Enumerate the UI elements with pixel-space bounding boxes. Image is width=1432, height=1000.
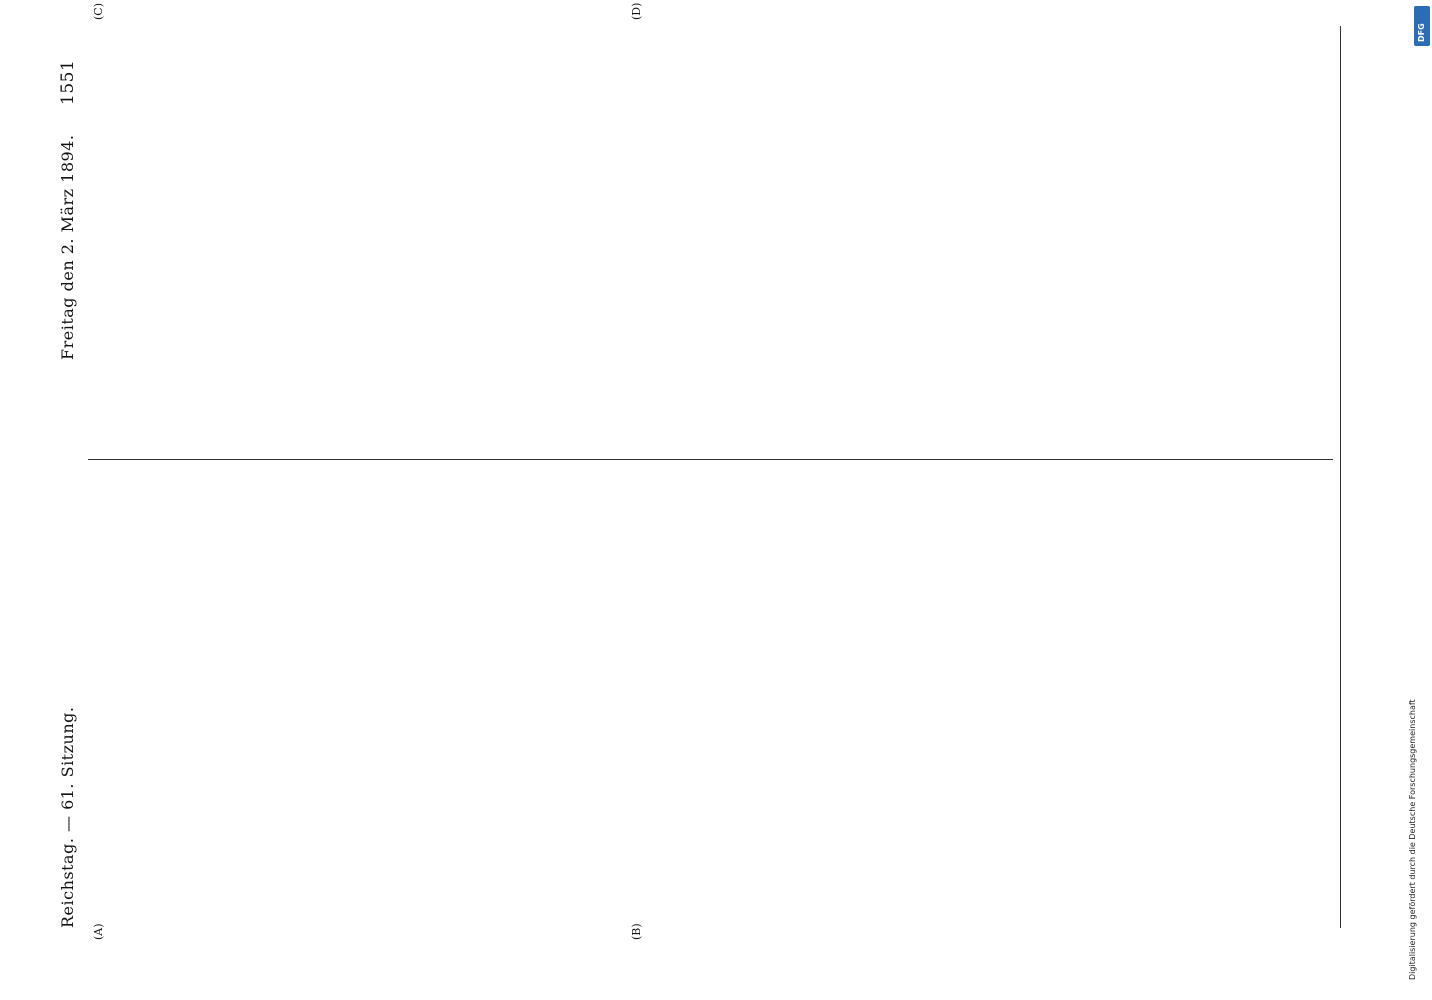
speech-paragraph bbox=[190, 21, 203, 455]
margin-label-d: (D) bbox=[630, 2, 643, 20]
digitization-credit bbox=[1390, 20, 1430, 980]
speech-paragraph bbox=[190, 496, 203, 928]
stage-direction bbox=[209, 496, 222, 928]
page-number: 1551 bbox=[58, 59, 78, 105]
right-column bbox=[88, 21, 1333, 460]
running-head-date: Freitag den 2. März 1894. bbox=[58, 134, 77, 360]
dfg-logo bbox=[1414, 6, 1430, 46]
stage-direction bbox=[263, 496, 276, 928]
speech-paragraph bbox=[120, 21, 133, 455]
speech-paragraph bbox=[244, 496, 257, 928]
speech-paragraph bbox=[136, 21, 149, 455]
bottom-rule bbox=[1340, 26, 1341, 928]
speech-paragraph bbox=[104, 21, 117, 455]
speech-paragraph bbox=[88, 21, 101, 455]
speech-paragraph bbox=[104, 496, 117, 928]
margin-label-b: (B) bbox=[630, 923, 643, 940]
stage-direction bbox=[171, 21, 184, 455]
speech-paragraph bbox=[158, 496, 171, 928]
speech-paragraph bbox=[206, 21, 219, 455]
speech-paragraph bbox=[142, 496, 155, 928]
speech-paragraph bbox=[88, 496, 101, 928]
speech-paragraph bbox=[282, 496, 295, 928]
margin-label-c: (C) bbox=[92, 3, 105, 20]
speech-paragraph bbox=[174, 496, 187, 928]
speech-paragraph bbox=[152, 21, 165, 455]
left-column bbox=[88, 496, 1333, 928]
credit-text: Digitalisierung gefördert durch die Deutsche Forschungsgemeinschaft bbox=[1408, 699, 1417, 980]
dfg-logo-text: DFG bbox=[1417, 23, 1426, 42]
speech-paragraph bbox=[228, 496, 241, 928]
running-head-left: Reichstag. — 61. Sitzung. bbox=[58, 706, 77, 928]
stage-direction bbox=[123, 496, 136, 928]
margin-label-a: (A) bbox=[92, 923, 105, 940]
